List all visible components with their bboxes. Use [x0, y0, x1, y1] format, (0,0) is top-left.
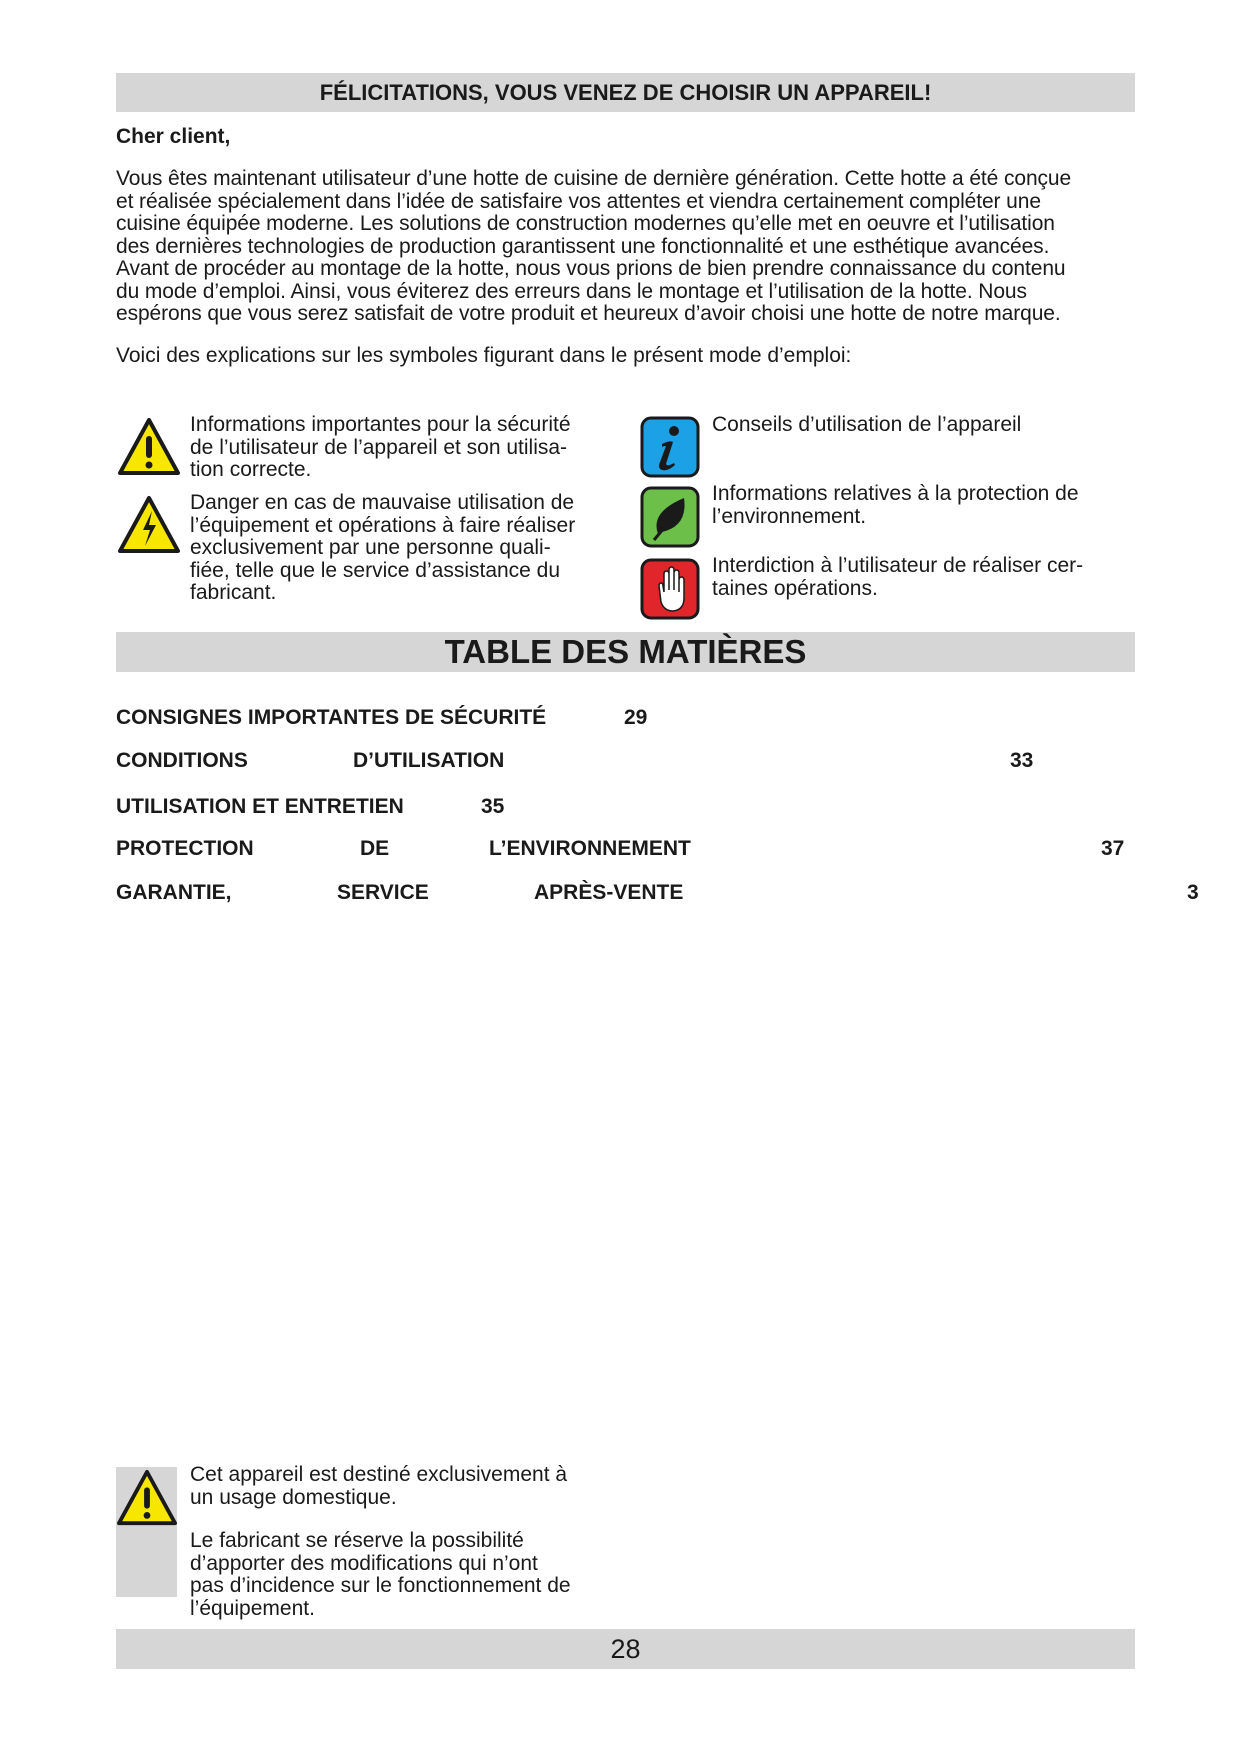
intro-paragraph — [116, 168, 1146, 326]
hand-prohibition-icon — [640, 558, 700, 620]
warning-symbol-description: Informations importantes pour la sécurité de l’utilisateur de l’appareil et son utilisa- tion correcte. — [190, 413, 571, 481]
toc-entry-title: DE — [360, 837, 390, 860]
intro-line: cuisine équipée moderne. Les solutions de construction modernes qu’elle met en oeuvre et l’utilisation — [116, 212, 1055, 235]
intro-line: Vous êtes maintenant utilisateur d’une hotte de cuisine de dernière génération. Cette hotte a été conçue — [116, 167, 1072, 190]
toc-entry-title: CONDITIONS — [116, 749, 248, 772]
intro-line: du mode d’emploi. Ainsi, vous éviterez des erreurs dans le montage et l’utilisation de la hotte. Nous — [116, 279, 1027, 303]
intro-line: espérons que vous serez satisfait de votre produit et heureux d’avoir choisi une hotte de notre marque. — [116, 302, 1061, 325]
environment-symbol-description: Informations relatives à la protection de l’environnement. — [712, 482, 1079, 528]
toc-entry-page: 35 — [481, 795, 505, 818]
prohibition-symbol-description: Interdiction à l’utilisateur de réaliser cer- taines opérations. — [712, 554, 1084, 600]
page-header-title: FÉLICITATIONS, VOUS VENEZ DE CHOISIR UN APPAREIL! — [116, 73, 1135, 112]
page-number: 28 — [116, 1629, 1135, 1669]
toc-entry-title: APRÈS-VENTE — [534, 881, 684, 904]
info-icon — [640, 416, 700, 478]
leaf-environment-icon — [640, 486, 700, 548]
intro-line: et réalisée spécialement dans l’idée de satisfaire vos attentes et viendra certainement compléter une — [116, 189, 1041, 213]
intro-line: des dernières technologies de production garantissent une fonctionnalité et une esthétique avancées. — [116, 234, 1050, 258]
toc-entry-page: 3 — [1187, 881, 1199, 904]
info-symbol-description: Conseils d’utilisation de l’appareil — [712, 413, 1022, 436]
toc-entry-title: SERVICE — [337, 881, 429, 904]
modifications-note: Le fabricant se réserve la possibilité d’apporter des modifications qui n’ont pas d’incidence sur le fonctionnement de l’équipement. — [190, 1529, 571, 1620]
electric-hazard-icon — [117, 494, 181, 556]
toc-entry-title: CONSIGNES IMPORTANTES DE SÉCURITÉ — [116, 706, 547, 729]
toc-entry-page: 33 — [1010, 749, 1034, 772]
toc-entry-title: PROTECTION — [116, 837, 254, 860]
toc-entry-title: UTILISATION ET ENTRETIEN — [116, 795, 404, 818]
toc-entry-page: 37 — [1101, 837, 1125, 860]
warning-triangle-icon — [116, 1468, 178, 1528]
toc-title: TABLE DES MATIÈRES — [116, 632, 1135, 672]
danger-symbol-description: Danger en cas de mauvaise utilisation de l’équipement et opérations à faire réaliser exclusivement par une personne quali- fiée, telle que le service d’assistance du fabricant. — [190, 491, 576, 604]
intro-line: Avant de procéder au montage de la hotte, nous vous prions de bien prendre connaissance du contenu — [116, 257, 1066, 280]
toc-entry-title: D’UTILISATION — [353, 749, 505, 772]
warning-triangle-icon — [117, 416, 181, 478]
toc-entry-title: L’ENVIRONNEMENT — [489, 837, 691, 860]
symbols-intro: Voici des explications sur les symboles figurant dans le présent mode d’emploi: — [116, 344, 852, 367]
greeting: Cher client, — [116, 125, 231, 148]
domestic-use-note: Cet appareil est destiné exclusivement à un usage domestique. — [190, 1463, 568, 1509]
toc-entry-page: 29 — [624, 706, 648, 729]
toc-entry-title: GARANTIE, — [116, 881, 232, 904]
